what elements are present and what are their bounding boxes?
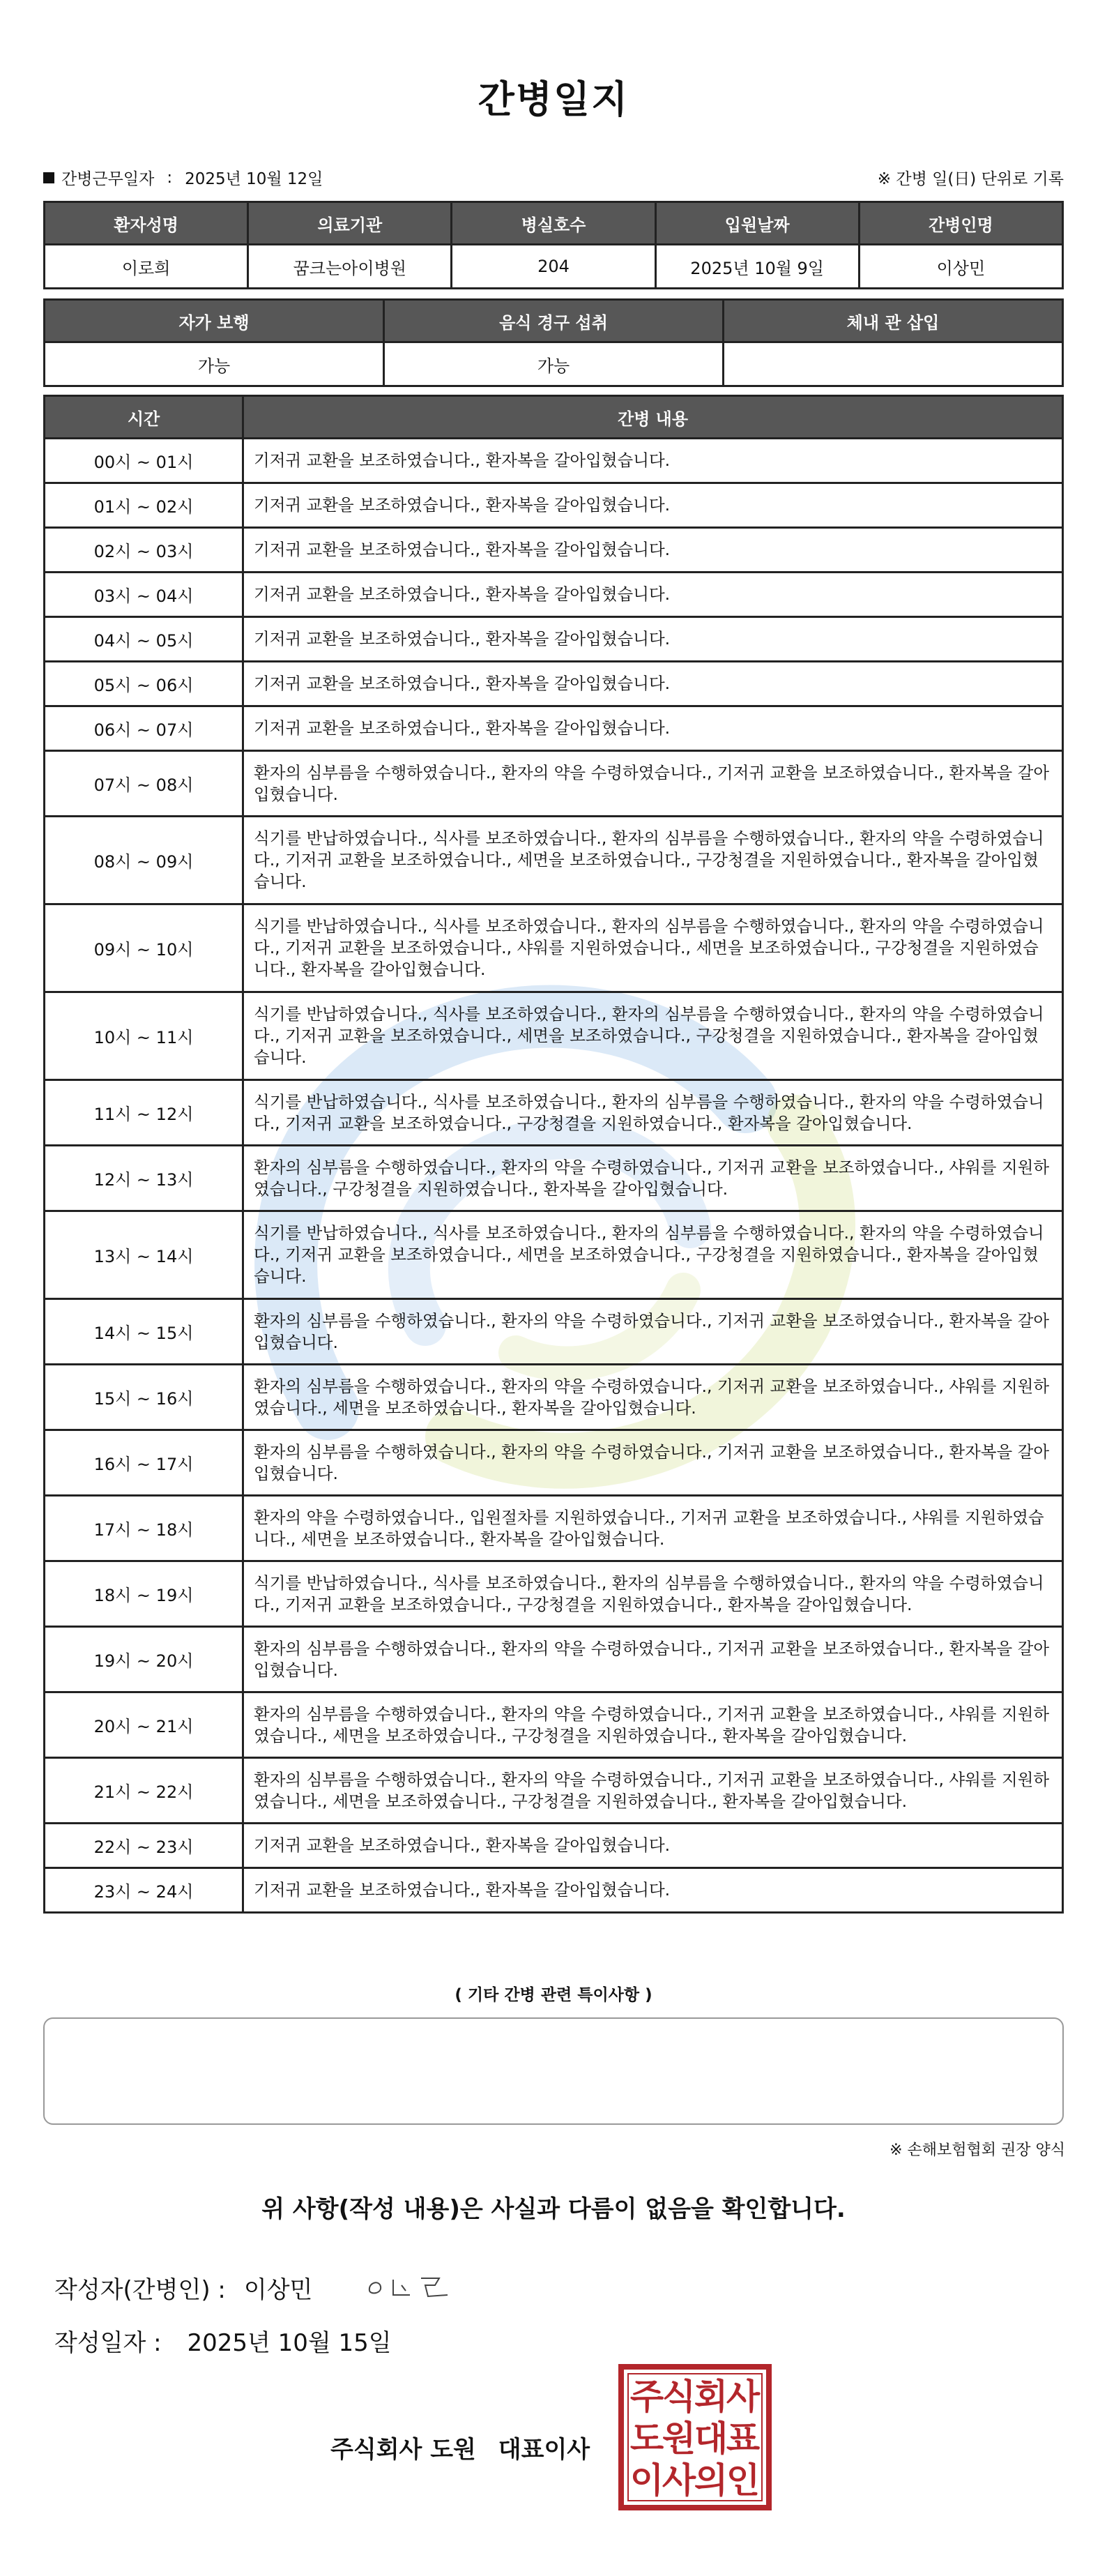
content-cell: 환자의 심부름을 수행하였습니다., 환자의 약을 수령하였습니다., 기저귀 교환을 보조하였습니다., 환자복을 갈아입혔습니다. xyxy=(243,751,1063,817)
care-log-header xyxy=(45,396,1063,439)
time-cell: 16시 ~ 17시 xyxy=(45,1430,243,1496)
table-row xyxy=(45,1080,1063,1146)
content-cell: 기저귀 교환을 보조하였습니다., 환자복을 갈아입혔습니다. xyxy=(243,1868,1063,1913)
walking-value: 가능 xyxy=(45,342,384,386)
handwritten-signature xyxy=(361,2270,466,2305)
table-row xyxy=(45,573,1063,617)
table-row xyxy=(45,817,1063,904)
writer-label: 작성자(간병인) : xyxy=(54,2275,226,2304)
header-admission-date: 입원날짜 xyxy=(655,202,859,245)
header-room: 병실호수 xyxy=(452,202,655,245)
time-cell: 03시 ~ 04시 xyxy=(45,573,243,617)
company-seal-stamp xyxy=(618,2364,772,2510)
caregiver-name: 이상민 xyxy=(859,245,1062,289)
company-name: 주식회사 도원 xyxy=(330,2436,476,2464)
time-cell: 14시 ~ 15시 xyxy=(45,1299,243,1365)
time-cell: 02시 ~ 03시 xyxy=(45,528,243,573)
work-date-colon: : xyxy=(167,168,173,187)
content-cell: 환자의 심부름을 수행하였습니다., 환자의 약을 수령하였습니다., 기저귀 교환을 보조하였습니다., 샤워를 지원하였습니다., 구강청결을 지원하였습니다., 환자복을 갈아입혔습니다. xyxy=(243,1146,1063,1211)
content-cell: 환자의 심부름을 수행하였습니다., 환자의 약을 수령하였습니다., 기저귀 교환을 보조하였습니다., 환자복을 갈아입혔습니다. xyxy=(243,1430,1063,1496)
table-row xyxy=(45,1146,1063,1211)
content-cell: 식기를 반납하였습니다., 식사를 보조하였습니다., 환자의 심부름을 수행하였습니다., 환자의 약을 수령하였습니다., 기저귀 교환을 보조하였습니다., 세면을 보조하였습니다., 구강청결을 지원하였습니다., 환자복을 갈아입혔습니다. xyxy=(243,1211,1063,1299)
time-cell: 04시 ~ 05시 xyxy=(45,617,243,662)
content-cell: 환자의 심부름을 수행하였습니다., 환자의 약을 수령하였습니다., 기저귀 교환을 보조하였습니다., 환자복을 갈아입혔습니다. xyxy=(243,1627,1063,1692)
svg-text:표: 표 xyxy=(726,2418,761,2459)
svg-text:원: 원 xyxy=(662,2418,696,2459)
content-cell: 식기를 반납하였습니다., 식사를 보조하였습니다., 환자의 심부름을 수행하였습니다., 환자의 약을 수령하였습니다., 기저귀 교환을 보조하였습니다., 세면을 보조하였습니다., 구강청결을 지원하였습니다., 환자복을 갈아입혔습니다. xyxy=(243,817,1063,904)
table-row xyxy=(45,706,1063,751)
time-cell: 15시 ~ 16시 xyxy=(45,1365,243,1430)
time-cell: 11시 ~ 12시 xyxy=(45,1080,243,1146)
content-cell: 식기를 반납하였습니다., 식사를 보조하였습니다., 환자의 심부름을 수행하였습니다., 환자의 약을 수령하였습니다., 기저귀 교환을 보조하였습니다., 구강청결을 지원하였습니다., 환자복을 갈아입혔습니다. xyxy=(243,1080,1063,1146)
table-row xyxy=(45,1211,1063,1299)
content-cell: 기저귀 교환을 보조하였습니다., 환자복을 갈아입혔습니다. xyxy=(243,1824,1063,1868)
oral-intake-value: 가능 xyxy=(384,342,724,386)
svg-text:도: 도 xyxy=(629,2418,664,2459)
writer-row xyxy=(54,2270,466,2305)
header-caregiver-name: 간병인명 xyxy=(859,202,1062,245)
table-row xyxy=(45,1430,1063,1496)
content-cell: 기저귀 교환을 보조하였습니다., 환자복을 갈아입혔습니다. xyxy=(243,617,1063,662)
table-row xyxy=(45,992,1063,1080)
time-cell: 01시 ~ 02시 xyxy=(45,483,243,528)
table-row xyxy=(45,1868,1063,1913)
special-notes-title: ( 기타 간병 관련 특이사항 ) xyxy=(455,1986,652,2004)
ability-values xyxy=(45,342,1063,386)
time-cell: 22시 ~ 23시 xyxy=(45,1824,243,1868)
svg-text:식: 식 xyxy=(662,2377,696,2417)
special-notes-box xyxy=(43,2017,1064,2125)
table-row xyxy=(45,483,1063,528)
time-cell: 12시 ~ 13시 xyxy=(45,1146,243,1211)
svg-text:회: 회 xyxy=(694,2377,728,2417)
header-walking: 자가 보행 xyxy=(45,300,384,342)
svg-text:의: 의 xyxy=(694,2460,728,2501)
time-cell: 17시 ~ 18시 xyxy=(45,1496,243,1561)
work-date-label: 간병근무일자 xyxy=(61,170,155,188)
patient-name: 이로희 xyxy=(45,245,248,289)
table-row xyxy=(45,1496,1063,1561)
company-signoff xyxy=(330,2430,604,2464)
time-cell: 21시 ~ 22시 xyxy=(45,1758,243,1824)
time-cell: 23시 ~ 24시 xyxy=(45,1868,243,1913)
admission-date: 2025년 10월 9일 xyxy=(655,245,859,289)
svg-text:대: 대 xyxy=(694,2418,728,2459)
svg-text:사: 사 xyxy=(726,2377,761,2417)
content-cell: 기저귀 교환을 보조하였습니다., 환자복을 갈아입혔습니다. xyxy=(243,483,1063,528)
time-cell: 20시 ~ 21시 xyxy=(45,1692,243,1758)
time-cell: 08시 ~ 09시 xyxy=(45,817,243,904)
time-cell: 13시 ~ 14시 xyxy=(45,1211,243,1299)
written-date-label: 작성일자 : xyxy=(54,2329,162,2357)
record-unit-note: ※ 간병 일(日) 단위로 기록 xyxy=(877,170,1064,188)
written-date-value: 2025년 10월 15일 xyxy=(187,2329,392,2357)
table-row xyxy=(45,1758,1063,1824)
written-date-row xyxy=(54,2324,392,2358)
content-cell: 기저귀 교환을 보조하였습니다., 환자복을 갈아입혔습니다. xyxy=(243,528,1063,573)
time-cell: 07시 ~ 08시 xyxy=(45,751,243,817)
care-log-table xyxy=(43,395,1064,1914)
svg-text:사: 사 xyxy=(662,2460,696,2501)
writer-name: 이상민 xyxy=(243,2275,313,2304)
header-care-content: 간병 내용 xyxy=(243,396,1063,439)
content-cell: 기저귀 교환을 보조하였습니다., 환자복을 갈아입혔습니다. xyxy=(243,439,1063,483)
header-patient-name: 환자성명 xyxy=(45,202,248,245)
room-number: 204 xyxy=(452,245,655,289)
table-row xyxy=(45,1824,1063,1868)
table-row xyxy=(45,662,1063,706)
header-hospital: 의료기관 xyxy=(248,202,452,245)
table-row xyxy=(45,1627,1063,1692)
time-cell: 05시 ~ 06시 xyxy=(45,662,243,706)
time-cell: 00시 ~ 01시 xyxy=(45,439,243,483)
time-cell: 10시 ~ 11시 xyxy=(45,992,243,1080)
table-row xyxy=(45,528,1063,573)
meta-row xyxy=(43,166,1064,190)
work-date-value: 2025년 10월 12일 xyxy=(185,170,323,188)
header-tube-insertion: 체내 관 삽입 xyxy=(724,300,1063,342)
table-row xyxy=(45,617,1063,662)
hospital-name: 꿈크는아이병원 xyxy=(248,245,452,289)
table-row xyxy=(45,904,1063,992)
svg-text:이: 이 xyxy=(629,2460,664,2501)
svg-text:인: 인 xyxy=(726,2460,761,2501)
time-cell: 19시 ~ 20시 xyxy=(45,1627,243,1692)
svg-text:주: 주 xyxy=(629,2377,664,2417)
table-row xyxy=(45,1692,1063,1758)
content-cell: 식기를 반납하였습니다., 식사를 보조하였습니다., 환자의 심부름을 수행하였습니다., 환자의 약을 수령하였습니다., 기저귀 교환을 보조하였습니다., 샤워를 지원하였습니다., 세면을 보조하였습니다., 구강청결을 지원하였습니다., 환자복을 갈아입혔습니다. xyxy=(243,904,1063,992)
patient-info-table xyxy=(43,201,1064,289)
header-time: 시간 xyxy=(45,396,243,439)
content-cell: 기저귀 교환을 보조하였습니다., 환자복을 갈아입혔습니다. xyxy=(243,662,1063,706)
confirmation-statement: 위 사항(작성 내용)은 사실과 다름이 없음을 확인합니다. xyxy=(261,2195,846,2223)
patient-ability-table xyxy=(43,298,1064,387)
table-row xyxy=(45,751,1063,817)
table-row xyxy=(45,1365,1063,1430)
content-cell: 식기를 반납하였습니다., 식사를 보조하였습니다., 환자의 심부름을 수행하였습니다., 환자의 약을 수령하였습니다., 기저귀 교환을 보조하였습니다., 구강청결을 지원하였습니다., 환자복을 갈아입혔습니다. xyxy=(243,1561,1063,1627)
work-date xyxy=(43,166,323,189)
content-cell: 식기를 반납하였습니다., 식사를 보조하였습니다., 환자의 심부름을 수행하였습니다., 환자의 약을 수령하였습니다., 기저귀 교환을 보조하였습니다., 세면을 보조하였습니다., 구강청결을 지원하였습니다., 환자복을 갈아입혔습니다. xyxy=(243,992,1063,1080)
ability-header xyxy=(45,300,1063,342)
company-title: 대표이사 xyxy=(498,2436,590,2464)
table-row xyxy=(45,439,1063,483)
content-cell: 기저귀 교환을 보조하였습니다., 환자복을 갈아입혔습니다. xyxy=(243,706,1063,751)
page-title: 간병일지 xyxy=(478,77,629,121)
content-cell: 환자의 약을 수령하였습니다., 입원절차를 지원하였습니다., 기저귀 교환을 보조하였습니다., 샤워를 지원하였습니다., 세면을 보조하였습니다., 환자복을 갈아입혔습니다. xyxy=(243,1496,1063,1561)
content-cell: 환자의 심부름을 수행하였습니다., 환자의 약을 수령하였습니다., 기저귀 교환을 보조하였습니다., 샤워를 지원하였습니다., 세면을 보조하였습니다., 환자복을 갈아입혔습니다. xyxy=(243,1365,1063,1430)
time-cell: 09시 ~ 10시 xyxy=(45,904,243,992)
time-cell: 06시 ~ 07시 xyxy=(45,706,243,751)
header-oral-intake: 음식 경구 섭취 xyxy=(384,300,724,342)
square-bullet-icon xyxy=(43,172,54,183)
content-cell: 환자의 심부름을 수행하였습니다., 환자의 약을 수령하였습니다., 기저귀 교환을 보조하였습니다., 환자복을 갈아입혔습니다. xyxy=(243,1299,1063,1365)
content-cell: 환자의 심부름을 수행하였습니다., 환자의 약을 수령하였습니다., 기저귀 교환을 보조하였습니다., 샤워를 지원하였습니다., 세면을 보조하였습니다., 구강청결을 지원하였습니다., 환자복을 갈아입혔습니다. xyxy=(243,1692,1063,1758)
content-cell: 기저귀 교환을 보조하였습니다., 환자복을 갈아입혔습니다. xyxy=(243,573,1063,617)
time-cell: 18시 ~ 19시 xyxy=(45,1561,243,1627)
table-row xyxy=(45,1561,1063,1627)
patient-info-values xyxy=(45,245,1063,289)
content-cell: 환자의 심부름을 수행하였습니다., 환자의 약을 수령하였습니다., 기저귀 교환을 보조하였습니다., 샤워를 지원하였습니다., 세면을 보조하였습니다., 구강청결을 지원하였습니다., 환자복을 갈아입혔습니다. xyxy=(243,1758,1063,1824)
table-row xyxy=(45,1299,1063,1365)
tube-insertion-value xyxy=(724,342,1063,386)
patient-info-header xyxy=(45,202,1063,245)
form-source-note: ※ 손해보험협회 권장 양식 xyxy=(890,2142,1065,2159)
